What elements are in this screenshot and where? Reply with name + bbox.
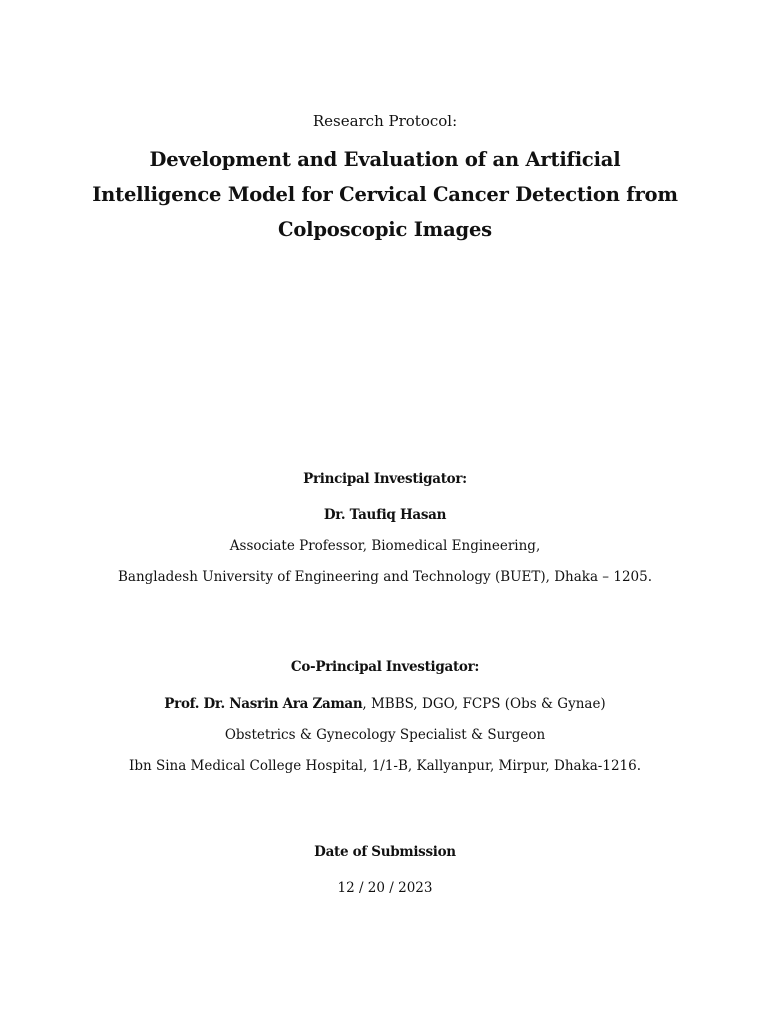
title-line-2: Intelligence Model for Cervical Cancer Detection from bbox=[92, 183, 678, 206]
co-pi-credentials: , MBBS, DGO, FCPS (Obs & Gynae) bbox=[362, 696, 606, 712]
protocol-label: Research Protocol: bbox=[312, 112, 458, 130]
co-pi-name: Prof. Dr. Nasrin Ara Zaman bbox=[164, 696, 363, 712]
co-pi-specialty: Obstetrics & Gynecology Specialist & Surgeon bbox=[224, 727, 546, 743]
title-line-1: Development and Evaluation of an Artificial bbox=[149, 148, 621, 171]
co-pi-heading: Co-Principal Investigator: bbox=[290, 659, 480, 675]
co-pi-name-line bbox=[0, 696, 770, 712]
submission-date: 12 / 20 / 2023 bbox=[337, 880, 433, 896]
title-line-3: Colposcopic Images bbox=[278, 218, 492, 241]
submission-heading: Date of Submission bbox=[314, 844, 456, 860]
co-pi-affiliation: Ibn Sina Medical College Hospital, 1/1-B, Kallyanpur, Mirpur, Dhaka-1216. bbox=[128, 758, 642, 774]
pi-name: Dr. Taufiq Hasan bbox=[323, 507, 447, 523]
pi-heading: Principal Investigator: bbox=[303, 471, 467, 487]
pi-position: Associate Professor, Biomedical Engineering, bbox=[229, 538, 541, 554]
pi-affiliation: Bangladesh University of Engineering and Technology (BUET), Dhaka – 1205. bbox=[117, 569, 652, 585]
